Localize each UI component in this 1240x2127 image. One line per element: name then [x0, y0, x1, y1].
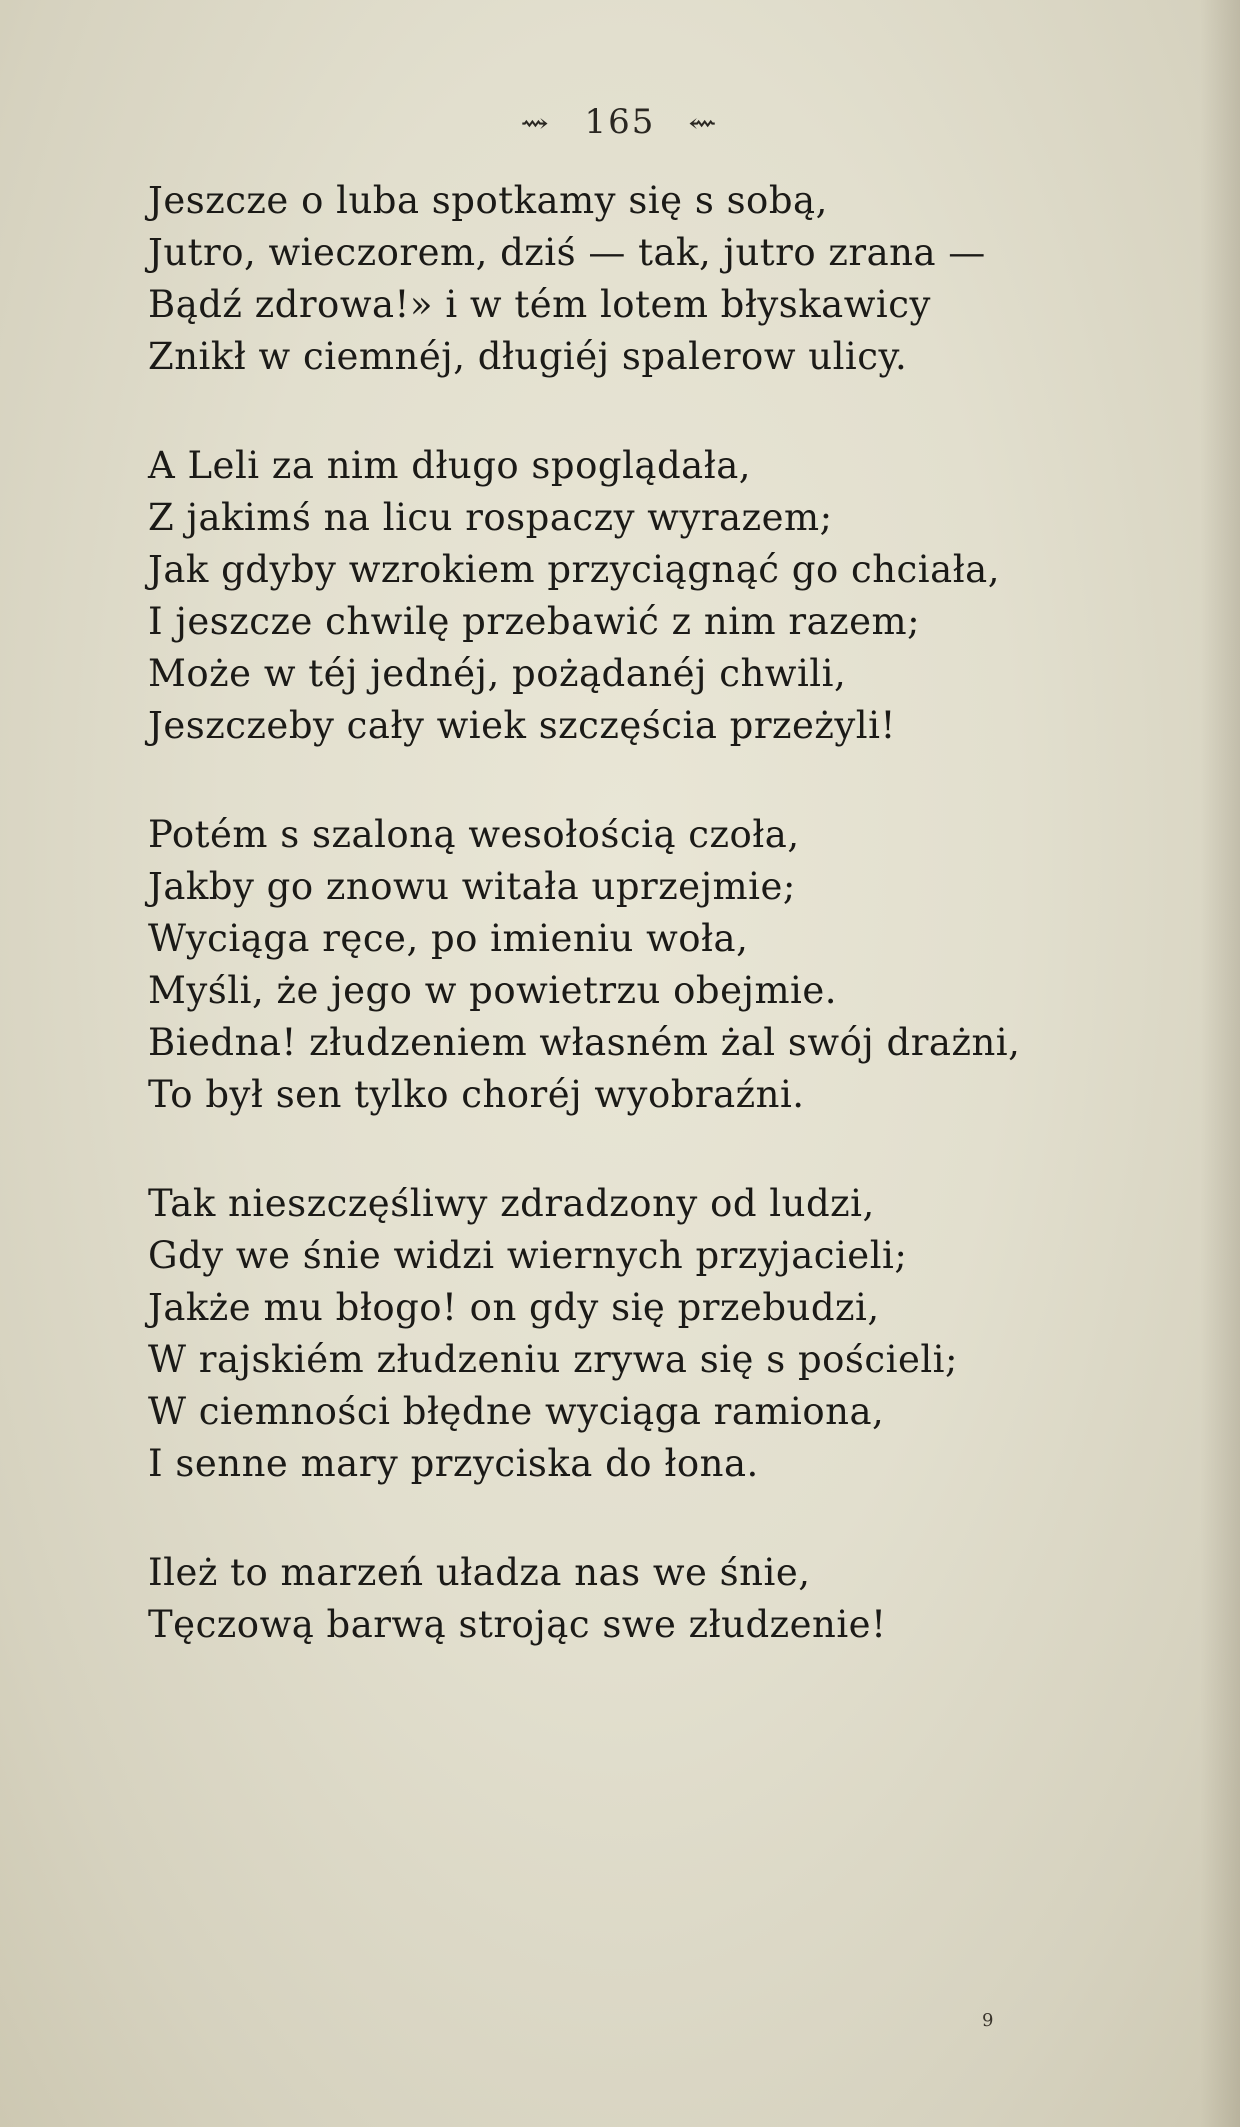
poem-line: Myśli, że jego w powietrzu obejmie. — [148, 969, 838, 1012]
poem-line: Znikł w ciemnéj, długiéj spalerow ulicy. — [148, 335, 908, 378]
poem-line: Jakby go znowu witała uprzejmie; — [148, 865, 796, 908]
stanza-gap — [148, 752, 1008, 809]
poem-line: Jeszcze o luba spotkamy się s sobą, — [148, 179, 828, 222]
poem-line: A Leli za nim długo spoglądała, — [148, 444, 752, 487]
stanza-5 — [148, 1547, 1008, 1651]
poem-line: I jeszcze chwilę przebawić z nim razem; — [148, 600, 921, 643]
stanza-1 — [148, 175, 1008, 383]
stanza-gap — [148, 383, 1008, 440]
poem-line: Ileż to marzeń uładza nas we śnie, — [148, 1551, 811, 1594]
poem-line: Z jakimś na licu rospaczy wyrazem; — [148, 496, 833, 539]
stanza-4 — [148, 1178, 1008, 1490]
page-header — [0, 102, 1240, 142]
stanza-gap — [148, 1121, 1008, 1178]
stanza-3 — [148, 809, 1021, 1121]
poem-line: Jak gdyby wzrokiem przyciągnąć go chciała, — [148, 548, 1000, 591]
poem-line: Tęczową barwą strojąc swe złudzenie! — [148, 1603, 887, 1646]
poem-line: Może w téj jednéj, pożądanéj chwili, — [148, 652, 847, 695]
poem-line: Tak nieszczęśliwy zdradzony od ludzi, — [148, 1182, 875, 1225]
poem-line: W ciemności błędne wyciąga ramiona, — [148, 1390, 885, 1433]
poem-line: Wyciąga ręce, po imieniu woła, — [148, 917, 749, 960]
poem-line: Bądź zdrowa!» i w tém lotem błyskawicy — [148, 283, 931, 326]
stanza-gap — [148, 1490, 1008, 1547]
poem-line: Gdy we śnie widzi wiernych przyjacieli; — [148, 1234, 908, 1277]
poem-line: To był sen tylko choréj wyobraźni. — [148, 1073, 805, 1116]
left-ornament-icon: ⇝ — [520, 109, 552, 139]
signature-mark: 9 — [982, 2010, 994, 2031]
poem-line: I senne mary przyciska do łona. — [148, 1442, 759, 1485]
poem-line: Potém s szaloną wesołością czoła, — [148, 813, 800, 856]
poem-body — [148, 175, 1021, 1651]
right-ornament-icon: ⇜ — [688, 109, 720, 139]
page-edge-shadow — [1200, 0, 1240, 2127]
poem-line: Jakże mu błogo! on gdy się przebudzi, — [148, 1286, 880, 1329]
page-number: 165 — [584, 102, 656, 142]
poem-line: W rajskiém złudzeniu zrywa się s pościeli; — [148, 1338, 958, 1381]
poem-line: Biedna! złudzeniem własném żal swój drażni, — [148, 1021, 1021, 1064]
poem-line: Jutro, wieczorem, dziś — tak, jutro zrana — — [148, 231, 986, 274]
poem-line: Jeszczeby cały wiek szczęścia przeżyli! — [148, 704, 896, 747]
stanza-2 — [148, 440, 1008, 752]
